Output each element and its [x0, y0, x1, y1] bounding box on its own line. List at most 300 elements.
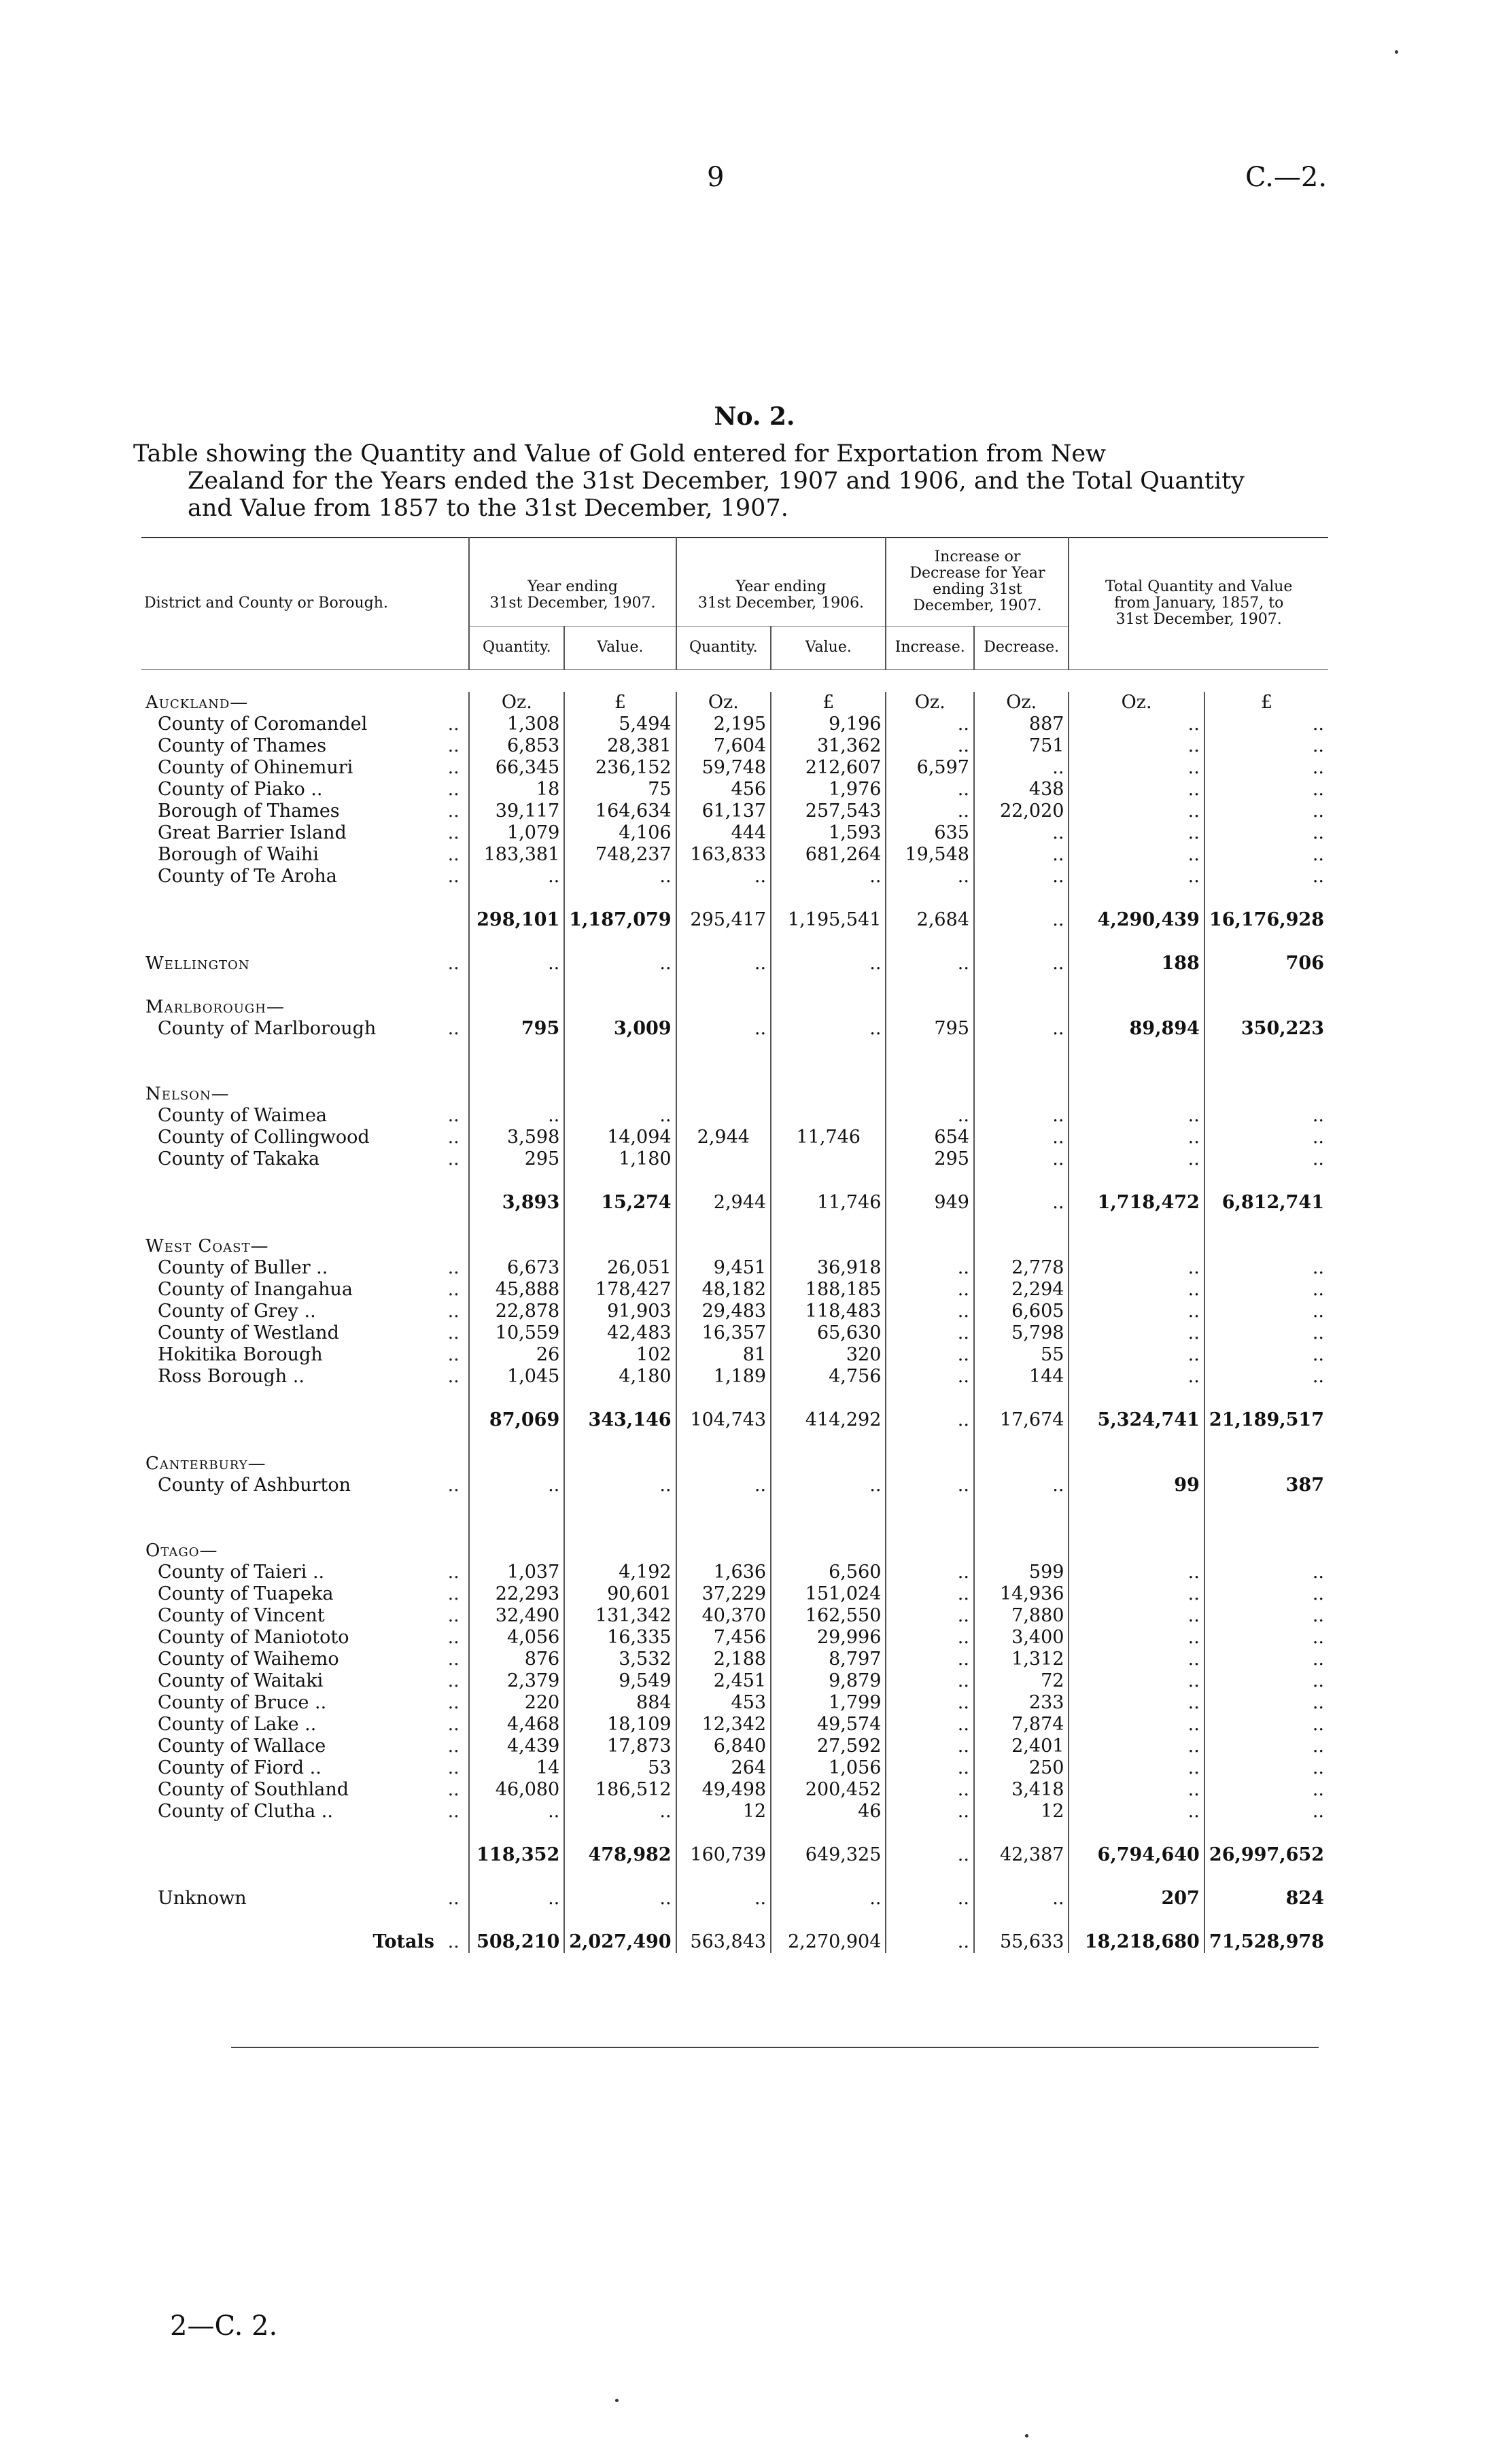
increase: ..: [886, 1649, 974, 1670]
total-quantity: ..: [1069, 1562, 1204, 1583]
district-name: County of Vincent: [158, 1605, 325, 1626]
leader-dots: [438, 1192, 469, 1214]
wellington-row: [141, 953, 1328, 974]
district-name: [141, 1192, 438, 1214]
quantity-1907: 220: [469, 1692, 564, 1714]
district-name: County of Buller ..: [158, 1257, 328, 1278]
decrease: ..: [974, 1475, 1069, 1496]
total-value: 6,812,741: [1204, 1192, 1328, 1214]
value-1906: 1,799: [771, 1692, 886, 1714]
table-row: [141, 1344, 1328, 1366]
value-1907: 15,274: [564, 1192, 676, 1214]
total-value: ..: [1204, 1148, 1328, 1170]
header-row-1: [141, 538, 1328, 626]
increase: ..: [886, 1888, 974, 1909]
table-row: [141, 1583, 1328, 1605]
quantity-1906: ..: [676, 1888, 771, 1909]
increase: ..: [886, 1105, 974, 1127]
district-name: County of Fiord ..: [158, 1757, 322, 1778]
increase: ..: [886, 1801, 974, 1823]
quantity-1907: 508,210: [469, 1931, 564, 1953]
total-quantity: ..: [1069, 1736, 1204, 1757]
total-quantity: ..: [1069, 1148, 1204, 1170]
title-line-2: Zealand for the Years ended the 31st December, 1907 and 1906, and the Total Quantity: [188, 468, 1245, 495]
decrease: ..: [974, 866, 1069, 887]
unit-oz: Oz.: [676, 692, 771, 714]
total-quantity: ..: [1069, 1605, 1204, 1627]
total-quantity: ..: [1069, 779, 1204, 800]
value-1907: 5,494: [564, 714, 676, 735]
table-row: [141, 822, 1328, 844]
quantity-1906: 563,843: [676, 1931, 771, 1953]
document-code: C.—2.: [1245, 162, 1328, 193]
quantity-1907: 45,888: [469, 1279, 564, 1301]
total-value: ..: [1204, 1714, 1328, 1736]
increase: ..: [886, 1279, 974, 1301]
decrease: 751: [974, 735, 1069, 757]
district-name: County of Waitaki: [158, 1670, 324, 1691]
total-value: ..: [1204, 1257, 1328, 1279]
value-1907: 90,601: [564, 1583, 676, 1605]
district-name: County of Collingwood: [158, 1127, 370, 1148]
district-name: Borough of Thames: [158, 800, 340, 822]
increase: ..: [886, 1322, 974, 1344]
otago-rows: [141, 1562, 1328, 1823]
total-quantity: 4,290,439: [1069, 909, 1204, 931]
leader-dots: ..: [447, 844, 459, 865]
increase: 19,548: [886, 844, 974, 866]
quantity-1906: 163,833: [676, 844, 771, 866]
quantity-1907: ..: [469, 1801, 564, 1823]
quantity-1907: 6,673: [469, 1257, 564, 1279]
total-quantity: 188: [1069, 953, 1204, 974]
total-quantity: ..: [1069, 844, 1204, 866]
leader-dots: [438, 1844, 469, 1866]
quantity-1906: 444: [676, 822, 771, 844]
value-1907: 17,873: [564, 1736, 676, 1757]
decrease: 144: [974, 1366, 1069, 1388]
total-value: 26,997,652: [1204, 1844, 1328, 1866]
decrease: 22,020: [974, 800, 1069, 822]
table-title: [133, 440, 1330, 522]
value-1907: 102: [564, 1344, 676, 1366]
total-value: ..: [1204, 1366, 1328, 1388]
total-value: ..: [1204, 757, 1328, 779]
total-value: ..: [1204, 1562, 1328, 1583]
decrease: 3,400: [974, 1627, 1069, 1649]
decrease: 2,778: [974, 1257, 1069, 1279]
total-value: ..: [1204, 1670, 1328, 1692]
quantity-1906: 12,342: [676, 1714, 771, 1736]
value-1907: 164,634: [564, 800, 676, 822]
quantity-1906: 295,417: [676, 909, 771, 931]
quantity-1907: 876: [469, 1649, 564, 1670]
increase: 2,684: [886, 909, 974, 931]
nelson-rows: [141, 1105, 1328, 1170]
table-row: [141, 757, 1328, 779]
table-row: [141, 1105, 1328, 1127]
total-quantity: ..: [1069, 1257, 1204, 1279]
table-row: [141, 1562, 1328, 1583]
value-1907: 4,192: [564, 1562, 676, 1583]
marlborough-row: [141, 1018, 1328, 1040]
increase: ..: [886, 1344, 974, 1366]
value-1907: 3,532: [564, 1649, 676, 1670]
increase: 635: [886, 822, 974, 844]
leader-dots: ..: [447, 1627, 459, 1648]
total-quantity: ..: [1069, 735, 1204, 757]
total-quantity: 1,718,472: [1069, 1192, 1204, 1214]
quantity-1907: 66,345: [469, 757, 564, 779]
quantity-1907: 795: [469, 1018, 564, 1040]
quantity-1907: ..: [469, 953, 564, 974]
total-value: 71,528,978: [1204, 1931, 1328, 1953]
value-1907: 42,483: [564, 1322, 676, 1344]
quantity-1907: 87,069: [469, 1409, 564, 1431]
decrease: ..: [974, 844, 1069, 866]
total-value: 350,223: [1204, 1018, 1328, 1040]
district-name: County of Westland: [158, 1322, 339, 1343]
value-1907: ..: [564, 1475, 676, 1496]
total-quantity: ..: [1069, 1344, 1204, 1366]
total-value: ..: [1204, 1736, 1328, 1757]
increase: ..: [886, 1562, 974, 1583]
value-1906: 9,196: [771, 714, 886, 735]
leader-dots: ..: [447, 735, 459, 756]
table-row: [141, 735, 1328, 757]
total-quantity: 99: [1069, 1475, 1204, 1496]
title-line-1: Table showing the Quantity and Value of Gold entered for Exportation from New: [133, 440, 1107, 468]
quantity-1907: 22,878: [469, 1301, 564, 1322]
value-1907: 186,512: [564, 1779, 676, 1801]
quantity-1906: 7,456: [676, 1627, 771, 1649]
district-name: County of Lake ..: [158, 1714, 317, 1735]
table-row: [141, 1779, 1328, 1801]
table-row: [141, 1257, 1328, 1279]
group-nelson: Nelson—: [145, 1083, 230, 1104]
quantity-1907: 4,056: [469, 1627, 564, 1649]
subtotal-row: [141, 1844, 1328, 1866]
district-name: County of Clutha ..: [158, 1801, 333, 1822]
total-value: ..: [1204, 1779, 1328, 1801]
ink-speck: [1395, 50, 1398, 54]
quantity-1907: 14: [469, 1757, 564, 1779]
value-1906: 257,543: [771, 800, 886, 822]
ink-speck: [1025, 2434, 1028, 2437]
decrease: ..: [974, 822, 1069, 844]
value-1906: 162,550: [771, 1605, 886, 1627]
increase: ..: [886, 714, 974, 735]
group-otago: Otago—: [145, 1540, 218, 1561]
decrease: ..: [974, 1148, 1069, 1170]
leader-dots: ..: [447, 1779, 459, 1800]
table-row: [141, 1366, 1328, 1388]
decrease: 7,874: [974, 1714, 1069, 1736]
increase: ..: [886, 1736, 974, 1757]
value-1907: 91,903: [564, 1301, 676, 1322]
value-1906: 1,195,541: [771, 909, 886, 931]
quantity-1906: ..: [676, 953, 771, 974]
increase: ..: [886, 1366, 974, 1388]
leader-dots: ..: [447, 757, 459, 778]
quantity-1907: 118,352: [469, 1844, 564, 1866]
quantity-1906: 16,357: [676, 1322, 771, 1344]
value-1906: 6,560: [771, 1562, 886, 1583]
total-value: ..: [1204, 1649, 1328, 1670]
value-1906: 46: [771, 1801, 886, 1823]
leader-dots: ..: [447, 1757, 459, 1778]
decrease: ..: [974, 1018, 1069, 1040]
decrease: ..: [974, 757, 1069, 779]
value-1907: 4,106: [564, 822, 676, 844]
decrease: 72: [974, 1670, 1069, 1692]
leader-dots: ..: [447, 953, 459, 974]
decrease: 7,880: [974, 1605, 1069, 1627]
leader-dots: ..: [447, 1279, 459, 1300]
increase: ..: [886, 1583, 974, 1605]
district-name: Hokitika Borough: [158, 1344, 323, 1365]
decrease: 55: [974, 1344, 1069, 1366]
ink-speck: [615, 2399, 619, 2402]
quantity-1907: 183,381: [469, 844, 564, 866]
district-name: County of Takaka: [158, 1148, 320, 1169]
quantity-1906: 453: [676, 1692, 771, 1714]
district-name: County of Southland: [158, 1779, 349, 1800]
district-name: County of Te Aroha: [158, 866, 337, 887]
unit-pound: £: [564, 692, 676, 714]
value-1906: ..: [771, 1018, 886, 1040]
leader-dots: ..: [447, 1670, 459, 1691]
total-quantity: 18,218,680: [1069, 1931, 1204, 1953]
quantity-1906: 29,483: [676, 1301, 771, 1322]
header-value-1907: Value.: [564, 626, 676, 669]
total-quantity: 5,324,741: [1069, 1409, 1204, 1431]
district-name: County of Marlborough: [158, 1018, 377, 1039]
quantity-1906: 49,498: [676, 1779, 771, 1801]
leader-dots: ..: [447, 800, 459, 822]
table-row: [141, 1670, 1328, 1692]
district-name: Great Barrier Island: [158, 822, 347, 843]
increase: ..: [886, 1409, 974, 1431]
total-quantity: ..: [1069, 1714, 1204, 1736]
total-value: 21,189,517: [1204, 1409, 1328, 1431]
quantity-1907: 46,080: [469, 1779, 564, 1801]
value-1907: 9,549: [564, 1670, 676, 1692]
value-1906-bracketed: 11,746: [771, 1105, 886, 1170]
value-1907: 18,109: [564, 1714, 676, 1736]
unit-pound: £: [771, 692, 886, 714]
quantity-1907: 18: [469, 779, 564, 800]
leader-dots: ..: [447, 1714, 459, 1735]
decrease: ..: [974, 953, 1069, 974]
leader-dots: ..: [447, 1562, 459, 1583]
value-1906: 9,879: [771, 1670, 886, 1692]
quantity-1907: 295: [469, 1148, 564, 1170]
decrease: 233: [974, 1692, 1069, 1714]
table-row: [141, 1801, 1328, 1823]
total-value: ..: [1204, 1692, 1328, 1714]
leader-dots: ..: [447, 1649, 459, 1670]
increase: ..: [886, 1844, 974, 1866]
value-1907: 236,152: [564, 757, 676, 779]
total-quantity: ..: [1069, 822, 1204, 844]
decrease: 6,605: [974, 1301, 1069, 1322]
unit-oz: Oz.: [886, 692, 974, 714]
value-1906: 212,607: [771, 757, 886, 779]
value-1907: 26,051: [564, 1257, 676, 1279]
quantity-1906: 2,188: [676, 1649, 771, 1670]
table-row: [141, 1605, 1328, 1627]
decrease: ..: [974, 1127, 1069, 1148]
leader-dots: ..: [447, 1344, 459, 1365]
quantity-1906: ..: [676, 1475, 771, 1496]
district-name: County of Tuapeka: [158, 1583, 334, 1604]
district-name: Ross Borough ..: [158, 1366, 305, 1387]
decrease: 2,401: [974, 1736, 1069, 1757]
header-year-1907: Year ending 31st December, 1907.: [469, 538, 676, 626]
district-name: County of Maniototo: [158, 1627, 349, 1648]
total-value: ..: [1204, 1344, 1328, 1366]
quantity-1906-bracketed: 2,944: [676, 1105, 771, 1170]
value-1906: 4,756: [771, 1366, 886, 1388]
nelson-header: [141, 1083, 1328, 1105]
increase: 6,597: [886, 757, 974, 779]
quantity-1907: 1,079: [469, 822, 564, 844]
total-quantity: ..: [1069, 1301, 1204, 1322]
leader-dots: ..: [447, 1018, 459, 1039]
value-1906: 1,593: [771, 822, 886, 844]
unit-oz: Oz.: [469, 692, 564, 714]
increase: ..: [886, 735, 974, 757]
leader-dots: ..: [447, 1888, 459, 1909]
page-number: 9: [707, 162, 725, 193]
quantity-1907: ..: [469, 1475, 564, 1496]
table-row: [141, 1279, 1328, 1301]
value-1907: 2,027,490: [564, 1931, 676, 1953]
value-1906: 29,996: [771, 1627, 886, 1649]
table-row: [141, 1649, 1328, 1670]
value-1906: 151,024: [771, 1583, 886, 1605]
table-row: [141, 866, 1328, 887]
leader-dots: ..: [447, 822, 459, 843]
quantity-1907: ..: [469, 866, 564, 887]
quantity-1906: 12: [676, 1801, 771, 1823]
quantity-1907: 1,308: [469, 714, 564, 735]
total-quantity: 89,894: [1069, 1018, 1204, 1040]
table-row: [141, 1627, 1328, 1649]
value-1906: 1,056: [771, 1757, 886, 1779]
district-name: County of Wallace: [158, 1736, 326, 1757]
otago-header: [141, 1540, 1328, 1562]
subtotal-row: [141, 1409, 1328, 1431]
total-value: ..: [1204, 866, 1328, 887]
total-value: ..: [1204, 1583, 1328, 1605]
leader-dots: ..: [447, 1692, 459, 1713]
total-quantity: ..: [1069, 714, 1204, 735]
decrease: 599: [974, 1562, 1069, 1583]
district-name: [141, 1409, 438, 1431]
district-name: County of Ashburton: [158, 1475, 351, 1496]
group-wellington: Wellington: [145, 953, 250, 974]
increase: 949: [886, 1192, 974, 1214]
value-1907: 53: [564, 1757, 676, 1779]
total-quantity: ..: [1069, 1670, 1204, 1692]
value-1907: 131,342: [564, 1605, 676, 1627]
decrease: 438: [974, 779, 1069, 800]
leader-dots: ..: [447, 779, 459, 800]
increase: ..: [886, 1627, 974, 1649]
quantity-1906: 61,137: [676, 800, 771, 822]
leader-dots: ..: [447, 1475, 459, 1496]
value-1907: ..: [564, 1888, 676, 1909]
header-increase: Increase.: [886, 626, 974, 669]
increase: ..: [886, 1605, 974, 1627]
table-row: [141, 844, 1328, 866]
decrease: 3,418: [974, 1779, 1069, 1801]
district-name: County of Bruce ..: [158, 1692, 327, 1713]
unit-oz: Oz.: [1069, 692, 1204, 714]
quantity-1907: 39,117: [469, 800, 564, 822]
district-name: Unknown: [158, 1888, 247, 1909]
gold-export-table: [141, 537, 1328, 1953]
leader-dots: ..: [447, 1366, 459, 1387]
quantity-1906: 59,748: [676, 757, 771, 779]
total-value: ..: [1204, 1801, 1328, 1823]
decrease: 5,798: [974, 1322, 1069, 1344]
total-quantity: 207: [1069, 1888, 1204, 1909]
value-1906: ..: [771, 953, 886, 974]
leader-dots: ..: [447, 1931, 459, 1952]
quantity-1906: 264: [676, 1757, 771, 1779]
decrease: 42,387: [974, 1844, 1069, 1866]
district-name: [141, 909, 438, 931]
district-name: County of Thames: [158, 735, 327, 756]
increase: ..: [886, 1779, 974, 1801]
increase: 295: [886, 1148, 974, 1170]
quantity-1906: 48,182: [676, 1279, 771, 1301]
total-value: 706: [1204, 953, 1328, 974]
value-1907: ..: [564, 866, 676, 887]
group-marlborough: Marlborough—: [145, 996, 285, 1017]
header-district: District and County or Borough.: [144, 595, 388, 612]
leader-dots: ..: [447, 1583, 459, 1604]
district-name: County of Grey ..: [158, 1301, 316, 1322]
header-quantity-1907: Quantity.: [469, 626, 564, 669]
header-total: Total Quantity and Value from January, 1857, to 31st December, 1907.: [1069, 538, 1328, 669]
value-1907: 884: [564, 1692, 676, 1714]
quantity-1907: 3,893: [469, 1192, 564, 1214]
decrease: ..: [974, 1192, 1069, 1214]
leader-dots: ..: [447, 1301, 459, 1322]
quantity-1907: 4,468: [469, 1714, 564, 1736]
leader-dots: ..: [447, 1257, 459, 1278]
footer-signature: 2—C. 2.: [170, 2310, 278, 2342]
total-quantity: ..: [1069, 1692, 1204, 1714]
value-1907: 1,187,079: [564, 909, 676, 931]
leader-dots: ..: [447, 1148, 459, 1169]
quantity-1906: 9,451: [676, 1257, 771, 1279]
increase: 795: [886, 1018, 974, 1040]
quantity-1907: 10,559: [469, 1322, 564, 1344]
table-row: [141, 1301, 1328, 1322]
increase: ..: [886, 1757, 974, 1779]
quantity-1907: 4,439: [469, 1736, 564, 1757]
header-value-1906: Value.: [771, 626, 886, 669]
value-1906: 49,574: [771, 1714, 886, 1736]
marlborough-header: [141, 996, 1328, 1018]
total-value: ..: [1204, 844, 1328, 866]
district-name: County of Taieri ..: [158, 1562, 325, 1583]
